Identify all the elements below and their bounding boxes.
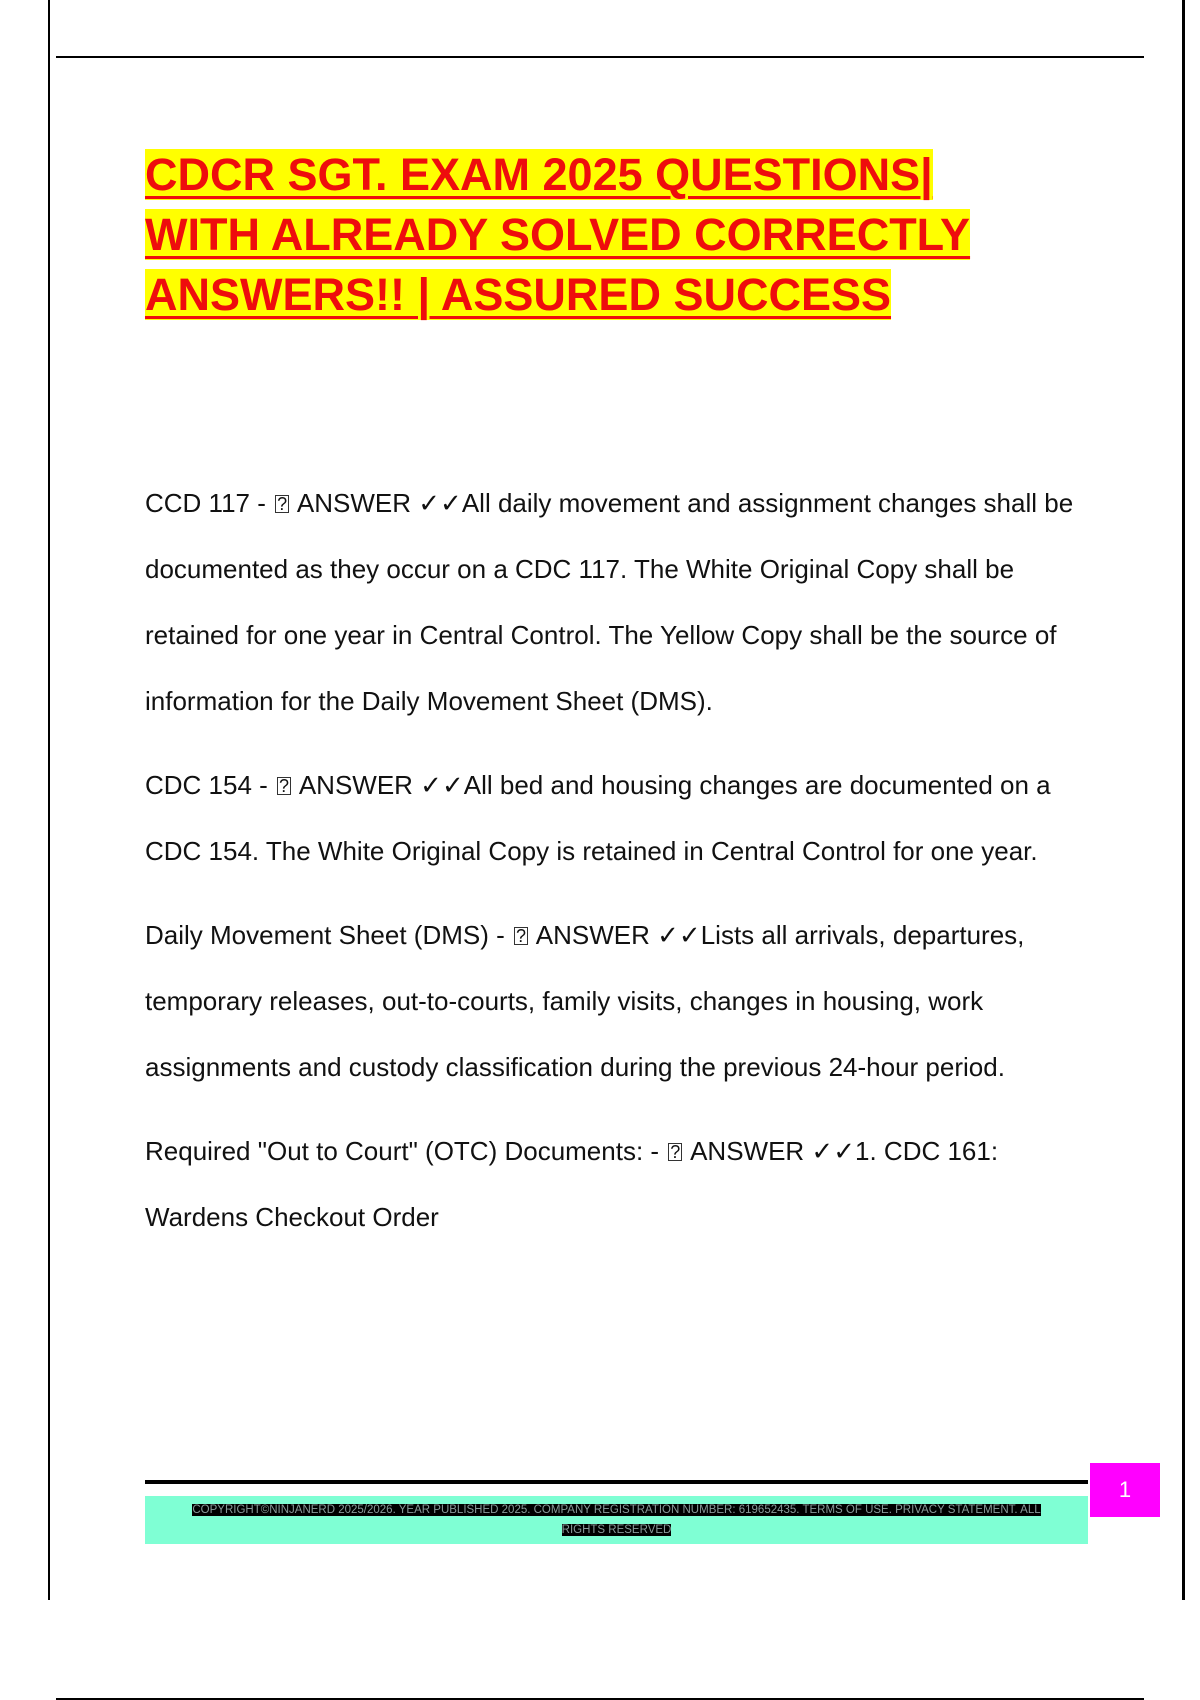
answer-marker: ANSWER ✓✓ [535, 920, 701, 950]
page-border-right [1182, 0, 1185, 1600]
title-line-2: WITH ALREADY SOLVED CORRECTLY [145, 209, 971, 260]
missing-glyph-icon: ? [670, 1142, 681, 1162]
footer-copyright-band [145, 1496, 1088, 1544]
footer-copyright-text: COPYRIGHT©NINJANERD 2025/2026. YEAR PUBLISHED 2025. COMPANY REGISTRATION NUMBER: 619652435. TERMS OF USE. PRIVACY STATEMENT. ALL RIGHTS RESERVED [192, 1504, 1041, 1536]
qa-answer: All daily movement and assignment changes shall be documented as they occur on a CDC 117. The White Original Copy shall be retained for one year in Central Control. The Yellow Copy shall be the source of information for the Daily Movement Sheet (DMS). [145, 488, 1074, 716]
missing-glyph-icon: ? [277, 494, 288, 514]
document-title [145, 145, 1045, 325]
missing-glyph-icon: ? [515, 926, 526, 946]
header-rule [56, 56, 1144, 58]
qa-term: Required "Out to Court" (OTC) Documents: - [145, 1136, 667, 1166]
qa-term: CDC 154 - [145, 770, 276, 800]
answer-marker: ANSWER ✓✓ [296, 488, 462, 518]
missing-glyph-icon: ? [279, 776, 290, 796]
page-number-badge: 1 [1090, 1463, 1160, 1517]
answer-marker: ANSWER ✓✓ [298, 770, 464, 800]
title-line-1: CDCR SGT. EXAM 2025 QUESTIONS| [145, 149, 933, 200]
qa-term: Daily Movement Sheet (DMS) - [145, 920, 512, 950]
answer-marker: ANSWER ✓✓ [690, 1136, 856, 1166]
footer-rule [145, 1480, 1088, 1484]
qa-answer: All bed and housing changes are documented on a CDC 154. The White Original Copy is retained in Central Control for one year. [145, 770, 1051, 866]
footer-copyright [172, 1500, 1062, 1540]
qa-answer: 1. CDC 161: Wardens Checkout Order [145, 1136, 999, 1232]
qa-list [145, 470, 1085, 1268]
page-border-left [48, 0, 50, 1600]
qa-entry [145, 902, 1085, 1100]
qa-term: CCD 117 - [145, 488, 274, 518]
qa-entry [145, 470, 1085, 734]
title-line-3: ANSWERS!! | ASSURED SUCCESS [145, 269, 891, 320]
qa-entry [145, 752, 1085, 884]
qa-answer: Lists all arrivals, departures, temporary releases, out-to-courts, family visits, changes in housing, work assignments and custody classification during the previous 24-hour period. [145, 920, 1025, 1082]
qa-entry [145, 1118, 1085, 1250]
